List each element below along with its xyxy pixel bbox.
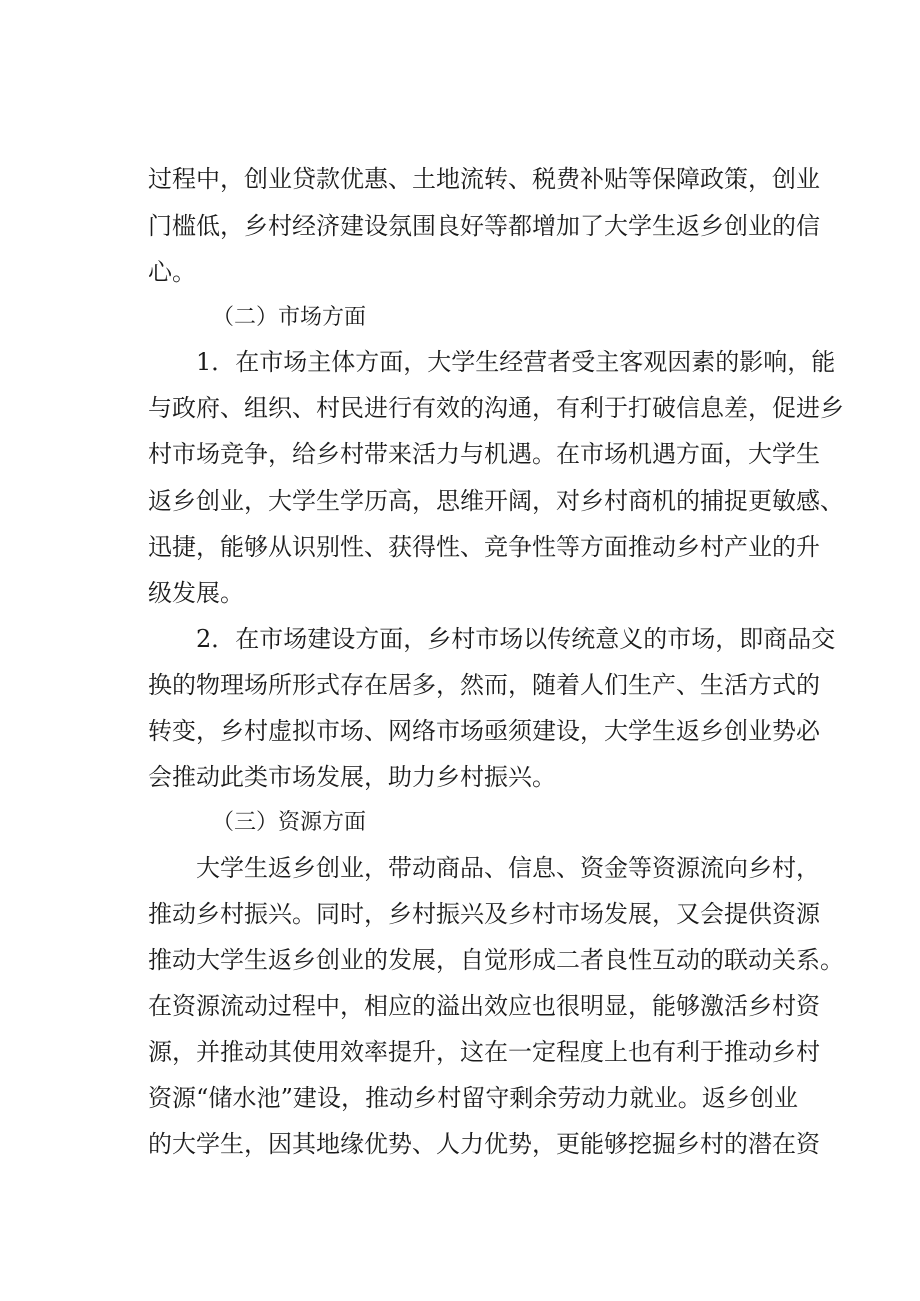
- text-line: 在资源流动过程中，相应的溢出效应也很明显，能够激活乡村资: [148, 992, 820, 1020]
- text-line: 换的物理场所形式存在居多，然而，随着人们生产、生活方式的: [148, 671, 820, 699]
- text-line: 源，并推动其使用效率提升，这在一定程度上也有利于推动乡村: [148, 1038, 820, 1066]
- text-line: 推动乡村振兴。同时，乡村振兴及乡村市场发展，又会提供资源: [148, 900, 820, 928]
- text-line: 返乡创业，大学生学历高，思维开阔，对乡村商机的捕捉更敏感、: [148, 487, 844, 515]
- text-line: 级发展。: [148, 579, 244, 607]
- text-line: 转变，乡村虚拟市场、网络市场亟须建设，大学生返乡创业势必: [148, 717, 820, 745]
- text-line: 过程中，创业贷款优惠、土地流转、税费补贴等保障政策，创业: [148, 165, 820, 193]
- text-line: 推动大学生返乡创业的发展，自觉形成二者良性互动的联动关系。: [148, 946, 844, 974]
- text-line: 会推动此类市场发展，助力乡村振兴。: [148, 763, 556, 791]
- section-heading-market: （二）市场方面: [212, 305, 367, 330]
- section-heading-resources: （三）资源方面: [212, 810, 367, 835]
- text-line: 的大学生，因其地缘优势、人力优势，更能够挖掘乡村的潜在资: [148, 1130, 820, 1158]
- text-line: 与政府、组织、村民进行有效的沟通，有利于打破信息差，促进乡: [148, 394, 844, 422]
- text-line: 心。: [148, 258, 196, 286]
- text-line: 门槛低，乡村经济建设氛围良好等都增加了大学生返乡创业的信: [148, 212, 820, 240]
- text-line: 大学生返乡创业，带动商品、信息、资金等资源流向乡村，: [196, 854, 820, 882]
- text-line: 村市场竞争，给乡村带来活力与机遇。在市场机遇方面，大学生: [148, 440, 820, 468]
- text-line: 资源“储水池”建设，推动乡村留守剩余劳动力就业。返乡创业: [148, 1084, 798, 1112]
- text-line: 1．在市场主体方面，大学生经营者受主客观因素的影响，能: [196, 348, 836, 376]
- text-line: 迅捷，能够从识别性、获得性、竞争性等方面推动乡村产业的升: [148, 533, 820, 561]
- text-line: 2．在市场建设方面，乡村市场以传统意义的市场，即商品交: [196, 625, 836, 653]
